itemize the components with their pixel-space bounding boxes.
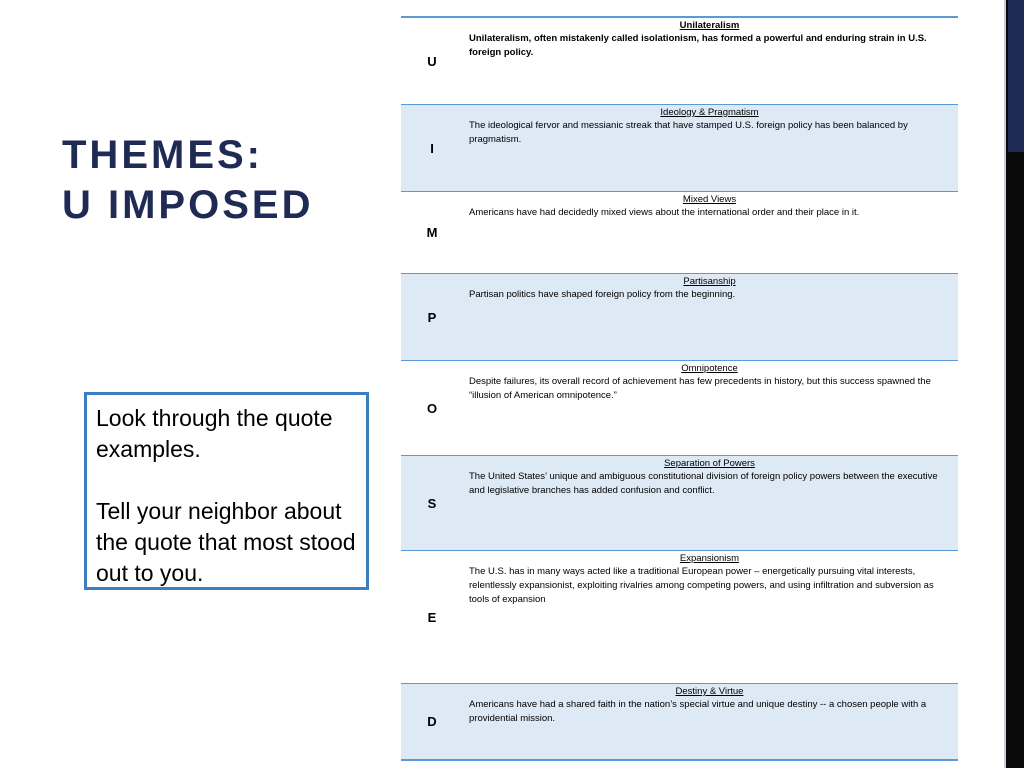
row-letter: S [427,495,437,511]
row-content [463,192,958,273]
table-row [401,18,958,104]
row-heading: Mixed Views [682,194,737,205]
row-text: Americans have had a shared faith in the nation’s special virtue and unique destiny -- a chosen people with a providential mission. [469,699,927,724]
row-heading: Destiny & Virtue [675,686,744,697]
title-line-1: THEMES: [62,133,263,177]
row-content [463,361,958,455]
instruction-paragraph-2: Tell your neighbor about the quote that most stood out to you. [96,498,356,586]
row-heading: Unilateralism [679,20,740,31]
row-content [463,18,958,104]
row-heading: Expansionism [679,553,740,564]
edge-accent-bar [1008,0,1024,152]
table-row [401,360,958,455]
row-letter: O [426,400,438,416]
table-row [401,550,958,683]
row-text: The U.S. has in many ways acted like a traditional European power – energetically pursuing vital interests, relentlessly expansionist, exploiting rivalries among competing powers, and using infiltration and subversion as tools of expansion [469,566,934,605]
row-heading: Partisanship [683,276,736,287]
row-letter: M [426,225,438,240]
row-content [463,684,958,759]
table-row [401,683,958,759]
instruction-paragraph-1: Look through the quote examples. [96,405,333,462]
row-letter: E [427,609,437,625]
themes-table [401,16,958,761]
table-row [401,273,958,360]
row-text: Americans have had decidedly mixed views about the international order and their place in it. [469,207,860,218]
row-letter: D [427,714,437,729]
row-heading: Ideology & Pragmatism [660,107,759,118]
table-row [401,104,958,191]
row-content [463,456,958,550]
table-row [401,191,958,273]
row-heading: Omnipotence [681,363,738,374]
slide-title [62,130,382,230]
row-text: Partisan politics have shaped foreign policy from the beginning. [469,289,736,300]
row-text: The ideological fervor and messianic streak that have stamped U.S. foreign policy has been balanced by pragmatism. [469,120,908,145]
row-text: Despite failures, its overall record of achievement has few precedents in history, but this success spawned the “illusion of American omnipotence.” [469,376,931,401]
row-text: Unilateralism, often mistakenly called isolationism, has formed a powerful and enduring strain in U.S. foreign policy. [469,33,927,58]
table-row [401,455,958,550]
row-text: The United States’ unique and ambiguous constitutional division of foreign policy powers between the executive and legislative branches has added confusion and conflict. [469,471,938,496]
row-content [463,274,958,360]
row-letter: P [427,309,437,325]
row-heading: Separation of Powers [664,458,755,469]
instruction-box [84,392,369,590]
row-content [463,105,958,191]
row-letter: I [430,140,434,156]
row-content [463,551,958,683]
title-line-2: U IMPOSED [62,183,314,227]
row-letter: U [427,53,437,69]
